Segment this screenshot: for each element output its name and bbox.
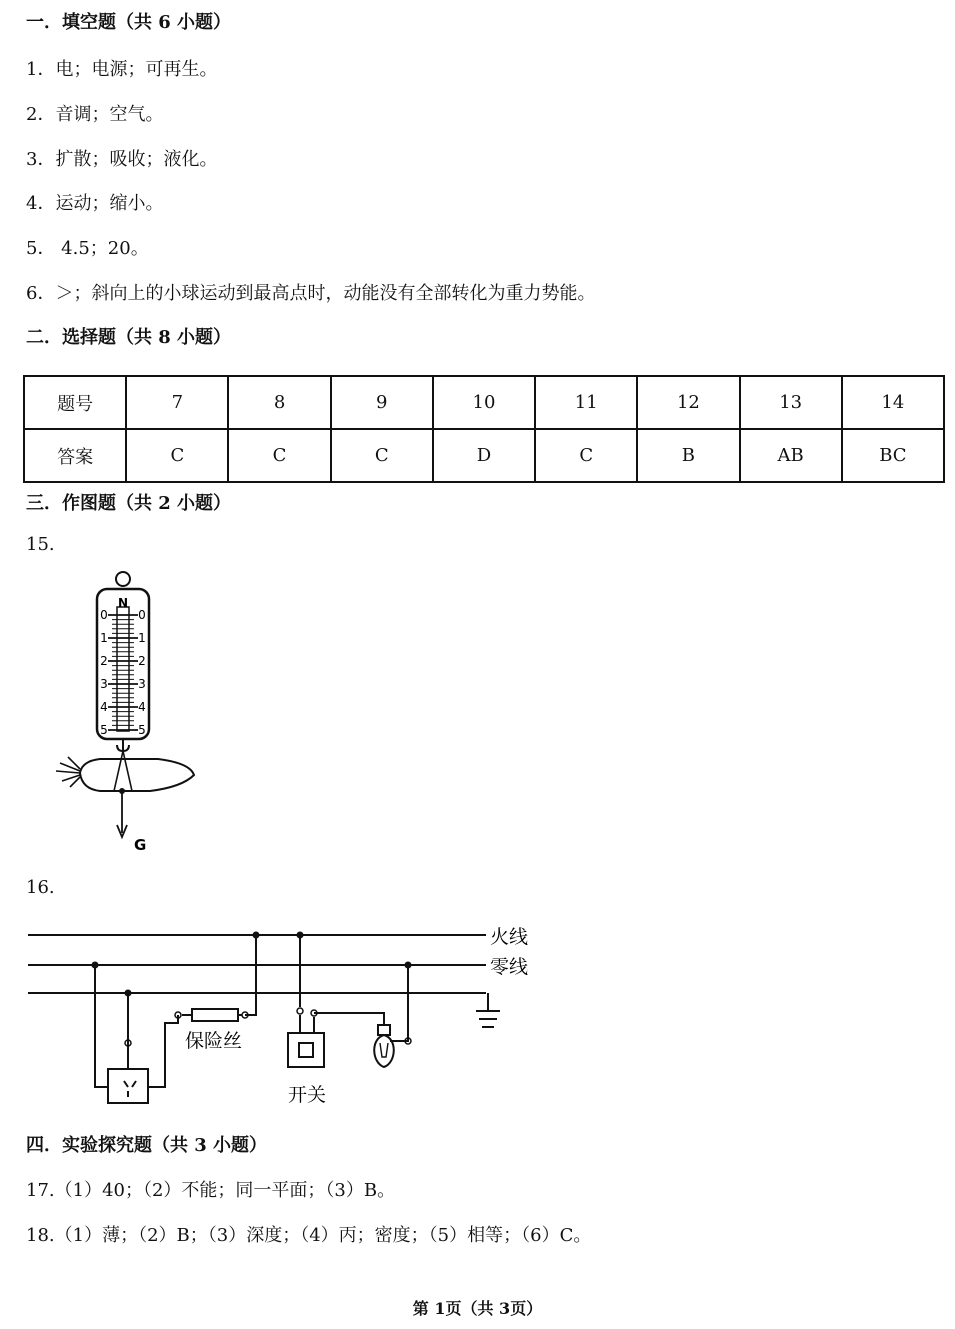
neutral-wire-label: 零线 [490, 956, 529, 978]
socket-hole [132, 1081, 136, 1087]
section-title-experiment: 四．实验探究题（共 3 小题） [26, 1135, 268, 1156]
row-header-number: 题号 [24, 376, 126, 429]
lamp-wiring [300, 935, 408, 1041]
answer-cell: C [331, 429, 433, 482]
question-15-label: 15. [26, 534, 55, 555]
answer-cell: C [535, 429, 637, 482]
question-number: 9 [331, 376, 433, 429]
question-number: 11 [535, 376, 637, 429]
answer-cell: BC [842, 429, 944, 482]
question-number: 14 [842, 376, 944, 429]
answer-line-1: 1．电；电源；可再生。 [26, 59, 218, 80]
question-16-label: 16. [26, 877, 55, 898]
gravity-label: G [134, 836, 147, 854]
scale-tick-label-right: 3 [138, 677, 146, 691]
scale-tick-label-right: 0 [138, 608, 146, 622]
carrot-leaves [56, 757, 80, 787]
socket-hole [124, 1081, 128, 1087]
terminal-dot [297, 1008, 303, 1014]
scale-tick-label-right: 2 [138, 654, 146, 668]
lamp-base [378, 1025, 390, 1035]
question-number: 10 [433, 376, 535, 429]
socket-wiring [95, 935, 256, 1087]
scale-tick-label-right: 1 [138, 631, 146, 645]
page-footer: 第 1页（共 3页） [412, 1299, 543, 1318]
answer-line-4: 4．运动；缩小。 [26, 193, 164, 214]
answer-cell: B [637, 429, 739, 482]
scale-major-ticks [108, 615, 138, 730]
answer-line-5: 5． 4.5；20。 [26, 238, 149, 259]
scale-tick-label-right: 4 [138, 700, 146, 714]
carrot-body [80, 759, 194, 791]
junction-dot [253, 932, 260, 939]
household-circuit-diagram [20, 915, 560, 1115]
answer-line-17: 17.（1）40；（2）不能；同一平面；（3）B。 [26, 1180, 396, 1201]
scale-minor-ticks [112, 615, 134, 725]
junction-dot [405, 962, 412, 969]
ground-symbol [476, 993, 500, 1027]
question-number: 13 [740, 376, 842, 429]
answer-line-6: 6．＞；斜向上的小球运动到最高点时，动能没有全部转化为重力势能。 [26, 283, 596, 304]
fuse [192, 1009, 238, 1021]
question-number: 12 [637, 376, 739, 429]
lamp-bulb [374, 1035, 394, 1067]
scale-hook [117, 739, 129, 751]
row-header-answer: 答案 [24, 429, 126, 482]
scale-tick-label-left: 3 [100, 677, 108, 691]
junction-dot [92, 962, 99, 969]
carrot-string [114, 751, 132, 791]
question-number: 8 [228, 376, 330, 429]
choice-answer-table [23, 375, 945, 483]
scale-unit-label: N [117, 596, 129, 610]
answer-cell: D [433, 429, 535, 482]
table-row-numbers [24, 376, 944, 429]
scale-tick-label-left: 0 [100, 608, 108, 622]
table-row-answers [24, 429, 944, 482]
section-title-fill: 一．填空题（共 6 小题） [26, 12, 232, 33]
live-wire-label: 火线 [490, 926, 529, 948]
switch-button [299, 1043, 313, 1057]
scale-bar [117, 607, 129, 731]
scale-tick-label-right: 5 [138, 723, 146, 737]
switch [288, 1033, 324, 1067]
scale-tick-label-left: 1 [100, 631, 108, 645]
section-title-choice: 二．选择题（共 8 小题） [26, 327, 232, 348]
question-number: 7 [126, 376, 228, 429]
junction-dot [125, 990, 132, 997]
answer-line-3: 3．扩散；吸收；液化。 [26, 149, 218, 170]
scale-tick-label-left: 4 [100, 700, 108, 714]
answer-cell: C [126, 429, 228, 482]
scale-tick-label-left: 2 [100, 654, 108, 668]
junction-dot [297, 932, 304, 939]
section-title-drawing: 三．作图题（共 2 小题） [26, 493, 232, 514]
fuse-label: 保险丝 [185, 1030, 243, 1052]
answer-line-2: 2．音调；空气。 [26, 104, 164, 125]
answer-cell: AB [740, 429, 842, 482]
scale-ring [116, 572, 130, 586]
answer-line-18: 18.（1）薄；（2）B；（3）深度；（4）丙；密度；（5）相等；（6）C。 [26, 1225, 592, 1246]
spring-scale-diagram [40, 565, 220, 865]
lamp-filament [380, 1043, 388, 1057]
answer-cell: C [228, 429, 330, 482]
scale-tick-label-left: 5 [100, 723, 108, 737]
switch-label: 开关 [288, 1084, 327, 1106]
